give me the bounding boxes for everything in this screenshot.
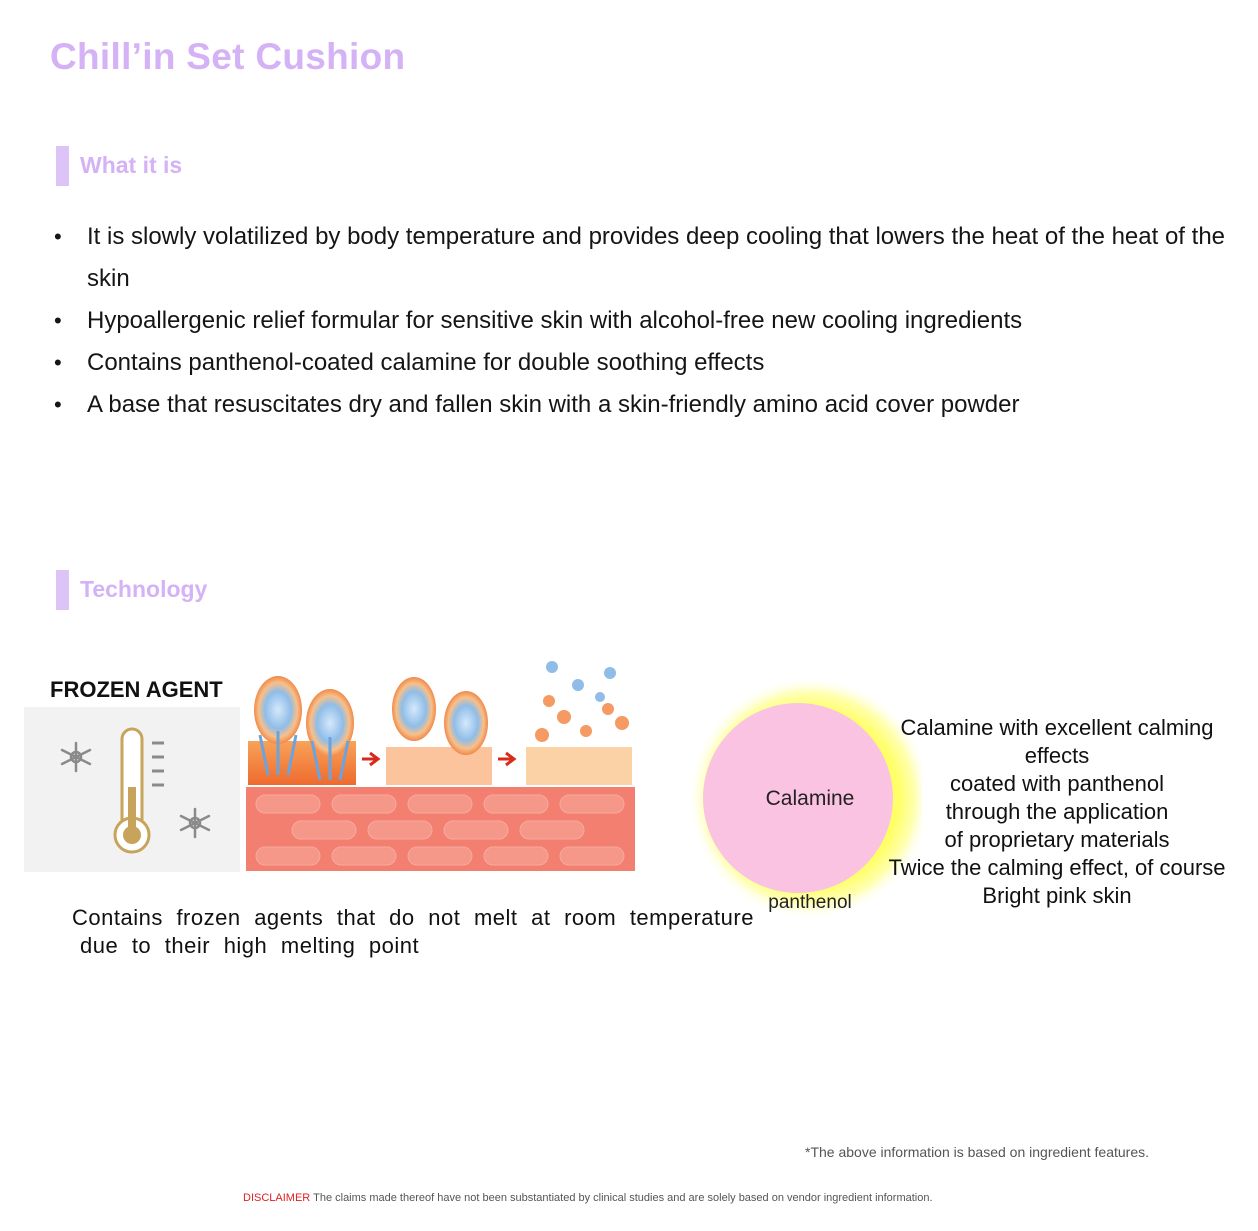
caption-line: due to their high melting point bbox=[80, 933, 420, 958]
description-line: of proprietary materials bbox=[944, 827, 1170, 852]
description-line: through the application bbox=[945, 799, 1169, 824]
thermometer-illustration bbox=[24, 707, 240, 872]
calamine-description bbox=[866, 714, 1248, 910]
thermometer-icon bbox=[115, 729, 164, 852]
list-item: • Hypoallergenic relief formular for sensitive skin with alcohol-free new cooling ingredients bbox=[54, 300, 1229, 342]
frozen-agent-panel bbox=[24, 707, 240, 872]
caption-line: Contains frozen agents that do not melt at room temperature bbox=[72, 905, 754, 930]
snowflake-icon bbox=[181, 809, 209, 837]
description-line: Calamine with excellent calming bbox=[900, 715, 1214, 740]
frozen-agent-label: FROZEN AGENT bbox=[50, 677, 223, 702]
calamine-label: Calamine bbox=[765, 787, 855, 810]
snowflake-icon bbox=[62, 743, 90, 771]
feature-list bbox=[54, 216, 1229, 426]
section-heading: Technology bbox=[80, 576, 208, 602]
disclaimer bbox=[243, 1192, 933, 1204]
list-item: • It is slowly volatilized by body temperature and provides deep cooling that lowers the heat of the heat of the skin bbox=[54, 216, 1229, 300]
description-line: coated with panthenol bbox=[949, 771, 1165, 796]
section-marker bbox=[56, 146, 69, 186]
description-line: effects bbox=[1024, 743, 1090, 768]
description-line: Twice the calming effect, of course bbox=[888, 855, 1226, 880]
panthenol-label: panthenol bbox=[768, 892, 852, 913]
page-title: Chill’in Set Cushion bbox=[50, 36, 406, 77]
list-item: • A base that resuscitates dry and fallen skin with a skin-friendly amino acid cover powder bbox=[54, 384, 1229, 426]
section-heading: What it is bbox=[80, 152, 183, 178]
disclaimer-text: The claims made thereof have not been substantiated by clinical studies and are solely based on vendor ingredient information. bbox=[313, 1192, 933, 1204]
footnote: *The above information is based on ingredient features. bbox=[805, 1144, 1149, 1160]
frozen-agent-caption bbox=[72, 904, 754, 960]
description-line: Bright pink skin bbox=[982, 883, 1132, 908]
section-marker bbox=[56, 570, 69, 610]
disclaimer-tag: DISCLAIMER bbox=[243, 1192, 311, 1204]
list-item: • Contains panthenol-coated calamine for double soothing effects bbox=[54, 342, 1229, 384]
cooling-process-illustration bbox=[244, 655, 639, 880]
